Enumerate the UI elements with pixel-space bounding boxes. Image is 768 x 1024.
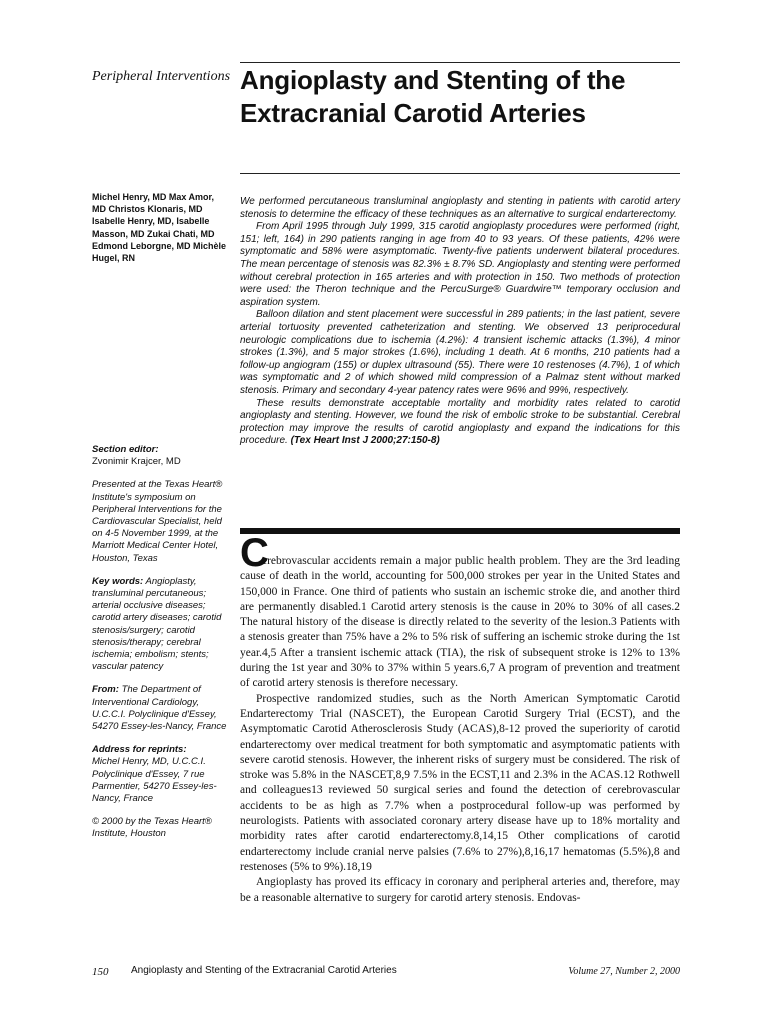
section-editor-block (92, 444, 228, 468)
abstract-paragraph-4 (240, 398, 680, 448)
keywords-text: Angioplasty, transluminal percutaneous; arterial occlusive diseases; carotid artery diseases; carotid stenosis/surgery; carotid stenosis/therapy; cerebral ischemia; embolism; stents; vascular patency (92, 575, 222, 673)
sidebar (92, 444, 228, 852)
abstract-conclusion: These results demonstrate acceptable mortality and morbidity rates related to carotid angioplasty and stenting. However, we found the risk of embolic stroke to be substantial. Cerebral protection may improve the results of carotid angioplasty and expand the indications for this procedure. (240, 397, 680, 447)
body-paragraph-3: Angioplasty has proved its efficacy in coronary and peripheral arteries and, therefore, may be a reasonable alternative to surgery for carotid artery stenosis. Endovas- (240, 876, 680, 904)
abstract-paragraph-2: From April 1995 through July 1999, 315 carotid angioplasty procedures were performed (right, 151; left, 164) in 290 patients ranging in age from 40 to 93 years. Of these patients, 42% were symptomatic and 58% were asymptomatic. Twenty-five patients underwent bilateral procedures. The mean percentage of stenosis was 82.3% ± 8.7% SD. Angioplasty and stenting were performed without cerebral protection in 165 arteries and with protection in 150. Two methods of protection were used: the Theron technique and the PercuSurge® Guardwire™ temporary occlusion and aspiration system. (240, 221, 680, 308)
section-editor-name: Zvonimir Krajcer, MD (92, 456, 181, 468)
author-list: Michel Henry, MD Max Amor, MD Christos Klonaris, MD Isabelle Henry, MD, Isabelle Masson, MD Zukai Chati, MD Edmond Leborgne, MD Michèle Hugel, RN (92, 192, 227, 264)
keywords-block (92, 576, 228, 674)
abstract-citation: (Tex Heart Inst J 2000;27:150-8) (290, 435, 440, 447)
keywords-label: Key words: (92, 575, 144, 587)
body-text (240, 554, 680, 906)
volume-info: Volume 27, Number 2, 2000 (568, 966, 680, 977)
body-rule (240, 528, 680, 534)
presented-note: Presented at the Texas Heart® Institute's symposium on Peripheral Interventions for the Cardiovascular Specialist, held on 4-5 November 1999, at the Marriott Medical Center Hotel, Houston, Texas (92, 479, 223, 564)
reprints-block (92, 744, 228, 805)
abstract (240, 196, 680, 448)
abstract-paragraph-3: Balloon dilation and stent placement were successful in 289 patients; in the last patient, severe arterial tortuosity prevented catheterization and stenting. We observed 13 periprocedural neurologic complications due to ischemia (4.2%): 4 transient ischemic attacks (1.3%), 4 minor strokes (1.3%), and 5 major strokes (1.6%), including 1 death. At 6 months, 210 patients had a follow-up angiogram (155) or duplex ultrasound (55). There were 10 restenoses (4.7%), 1 of which was symptomatic and 2 of which showed mild compression of a Palmaz stent without marked stenosis. Primary and secondary 4-year patency rates were 96% and 99%, respectively. (240, 309, 680, 396)
affiliation-label: From: (92, 684, 119, 696)
abstract-paragraph-1: We performed percutaneous transluminal angioplasty and stenting in patients with carotid artery stenosis to determine the efficacy of these techniques as an alternative to surgical endarterectomy. (240, 196, 680, 220)
reprints-text: Michel Henry, MD, U.C.C.I. Polyclinique d'Essey, 7 rue Parmentier, 54270 Essey-les-Nancy, France (92, 756, 217, 805)
title-rule-bottom (240, 173, 680, 174)
article-title: Angioplasty and Stenting of the Extracranial Carotid Arteries (240, 65, 626, 128)
running-title: Angioplasty and Stenting of the Extracranial Carotid Arteries (131, 965, 397, 976)
affiliation-text: The Department of Interventional Cardiology, U.C.C.I. Polyclinique d'Essey, 54270 Essey-les-Nancy, France (92, 684, 227, 733)
section-editor-label: Section editor: (92, 444, 159, 455)
affiliation-block (92, 684, 228, 733)
copyright-note: © 2000 by the Texas Heart® Institute, Houston (92, 816, 212, 840)
title-rule-top (240, 62, 680, 63)
body-paragraph-2: Prospective randomized studies, such as the North American Symptomatic Carotid Endarterectomy Trial (NASCET), the European Carotid Surgery Trial (ECST), and the Asymptomatic Carotid Atherosclerosis Study (ACAS),8-12 proved the superiority of carotid endarterectomy over medical treatment for both symptomatic and asymptomatic patients with severe carotid stenosis. However, the inherent risks of surgery must be considered. The risk of stroke was 5.8% in the NASCET,8,9 7.5% in the ECST,11 and 2.3% in the ACAS.12 Rothwell and colleagues13 reviewed 50 surgical series and found the detection of cerebrovascular accidents to be as high as 7.7% when a postprocedural follow-up was performed by neurologists. Patients with associated coronary artery disease have up to 18% mortality and morbidity rates after carotid endarterectomy.8,14,15 Other complications of carotid endarterectomy include cranial nerve palsies (7.6% to 27%),8,16,17 hematomas (5.5%),8 and restenoses (5% to 9%).18,19 (240, 692, 680, 873)
body-paragraph-1: erebrovascular accidents remain a major public health problem. They are the 3rd leading cause of death in the world, accounting for 500,000 strokes per year in the United States and 150,000 in France. One third of patients who sustain an ischemic stroke die, and another third are permanently disabled.1 Carotid artery stenosis is the cause in 20% to 30% of all cases.2 The natural history of the disease is directly related to the severity of the lesion.3 Patients with a stenosis greater than 75% have a 2% to 5% risk of suffering an ischemic stroke during the 1st year.4,5 After a transient ischemic attack (TIA), the risk of subsequent stroke is 12% to 13% during the 1st year and 30% to 37% within 5 years.6,7 A program of prevention and treatment of carotid artery stenosis is therefore necessary. (240, 555, 680, 690)
reprints-label: Address for reprints: (92, 744, 187, 756)
section-tag: Peripheral Interventions (92, 69, 231, 84)
drop-cap: C (240, 531, 269, 575)
page-number: 150 (92, 966, 109, 978)
